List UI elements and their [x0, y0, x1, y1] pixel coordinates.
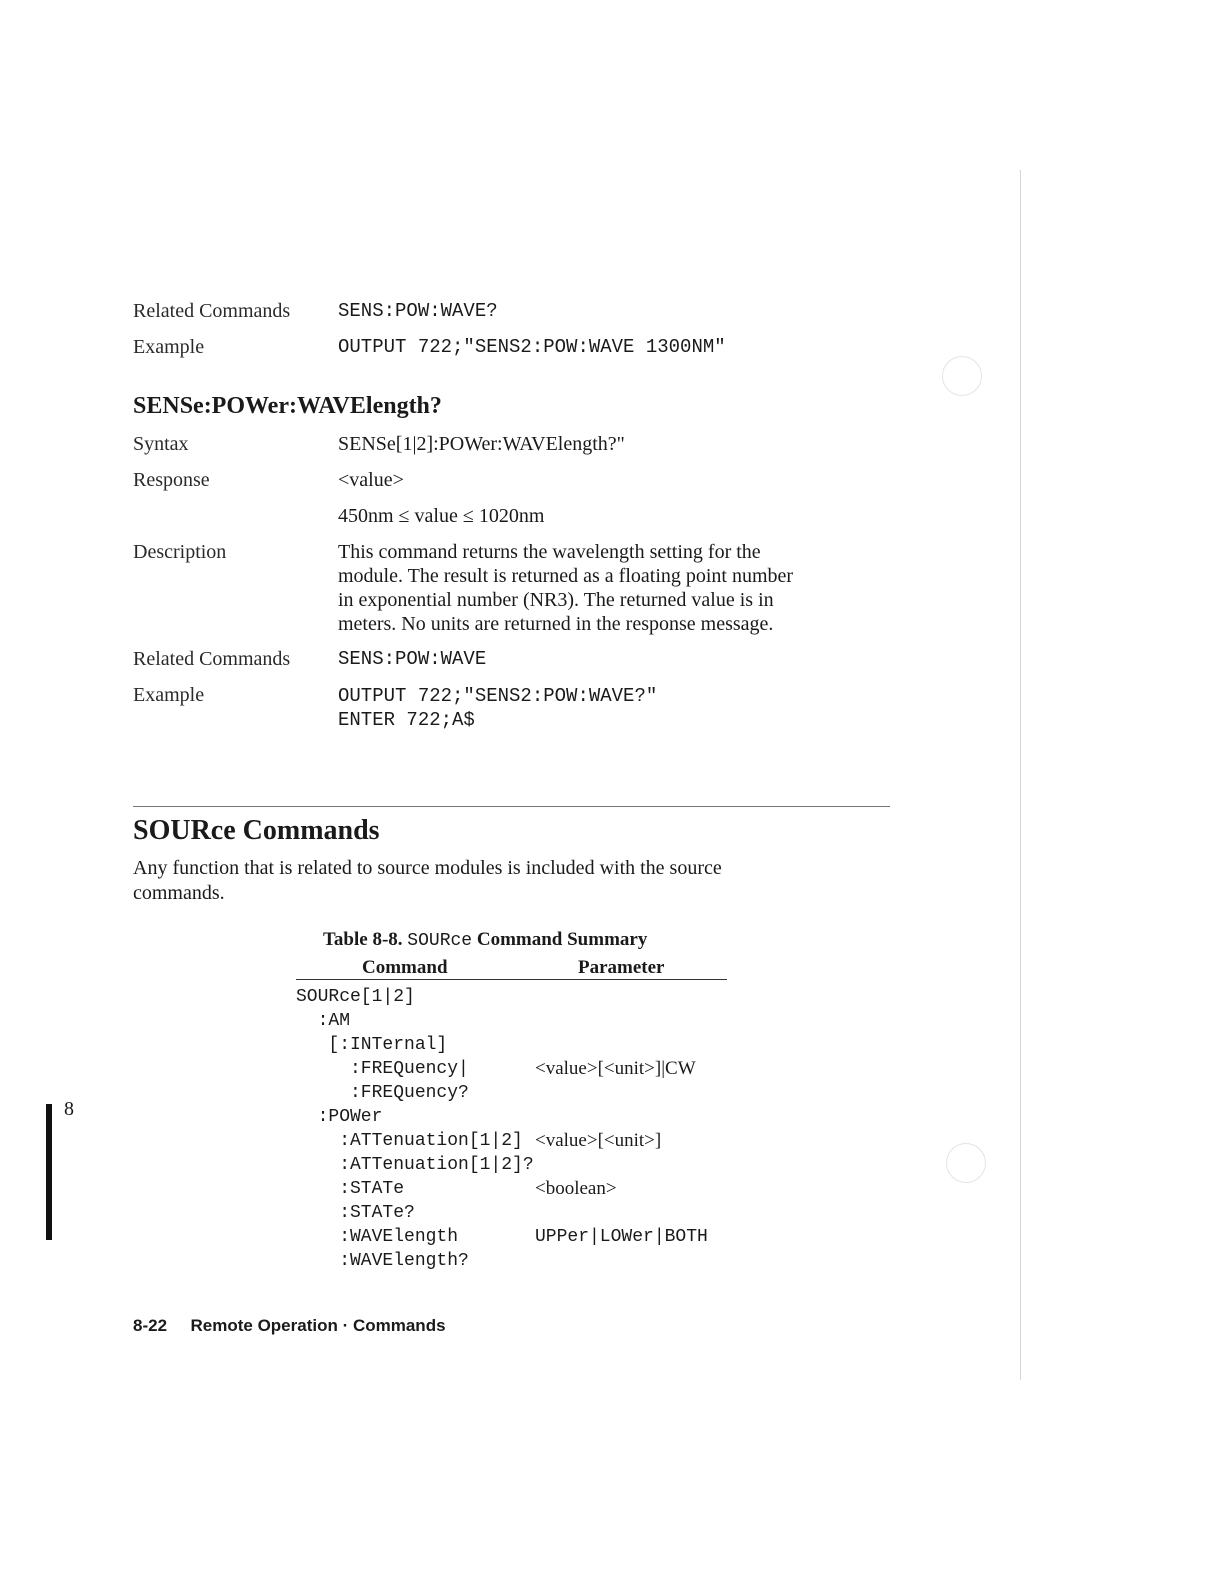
section-divider	[133, 806, 890, 807]
related-commands-value-2: SENS:POW:WAVE	[338, 648, 487, 670]
table-cell-command: :FREQuency|	[296, 1059, 469, 1079]
table-header-rule	[296, 979, 727, 980]
table-header-parameter: Parameter	[578, 957, 665, 978]
table-row	[296, 1225, 708, 1249]
binder-hole	[946, 1143, 986, 1183]
table-row	[296, 1129, 708, 1153]
table-row	[296, 1249, 708, 1273]
example-value-2	[338, 684, 657, 732]
description-line: meters. No units are returned in the response message.	[338, 613, 774, 635]
table-row	[296, 1081, 708, 1105]
table-body	[296, 985, 708, 1273]
table-cell-command: :ATTenuation[1|2]?	[296, 1155, 534, 1175]
table-cell-parameter: <boolean>	[535, 1178, 617, 1199]
page-edge-line	[1020, 170, 1021, 1380]
source-intro-paragraph	[133, 856, 853, 906]
table-row	[296, 1177, 708, 1201]
table-row	[296, 1153, 708, 1177]
example-label-1: Example	[133, 336, 205, 358]
table-cell-command: :AM	[296, 1011, 351, 1031]
binder-hole	[942, 356, 982, 396]
table-row	[296, 1057, 708, 1081]
table-title-suffix: Command Summary	[476, 929, 648, 950]
page-footer	[133, 1316, 446, 1336]
table-cell-command: :FREQuency?	[296, 1083, 469, 1103]
example-line: OUTPUT 722;"SENS2:POW:WAVE?"	[338, 685, 658, 707]
related-commands-label-1: Related Commands	[133, 300, 291, 322]
related-commands-value-1: SENS:POW:WAVE?	[338, 300, 498, 322]
table-cell-command: :STATe?	[296, 1203, 415, 1223]
related-commands-label-2: Related Commands	[133, 648, 291, 670]
footer-page-number: 8-22	[133, 1316, 168, 1335]
table-row	[296, 985, 708, 1009]
table-cell-command: :POWer	[296, 1107, 383, 1127]
table-cell-command: :WAVElength	[296, 1227, 459, 1247]
table-row	[296, 1009, 708, 1033]
table-row	[296, 1105, 708, 1129]
example-value-1: OUTPUT 722;"SENS2:POW:WAVE 1300NM"	[338, 336, 726, 358]
footer-title: Remote Operation · Commands	[190, 1316, 446, 1335]
table-cell-parameter: UPPer|LOWer|BOTH	[535, 1227, 708, 1247]
example-label-2: Example	[133, 684, 205, 706]
table-cell-parameter: <value>[<unit>]	[535, 1130, 662, 1151]
table-row	[296, 1201, 708, 1225]
table-cell-command: :STATe	[296, 1179, 405, 1199]
response-range: 450nm ≤ value ≤ 1020nm	[338, 505, 545, 527]
description-line: in exponential number (NR3). The returned value is in	[338, 589, 774, 611]
syntax-label: Syntax	[133, 433, 189, 455]
table-title-mono: SOURce	[407, 931, 473, 951]
chapter-tab-number: 8	[64, 1098, 74, 1120]
description-line: module. The result is returned as a floating point number	[338, 565, 794, 587]
table-title-prefix: Table 8-8.	[323, 929, 403, 950]
table-cell-command: :ATTenuation[1|2]	[296, 1131, 523, 1151]
example-line: ENTER 722;A$	[338, 709, 475, 731]
response-value: <value>	[338, 469, 404, 491]
description-line: This command returns the wavelength setting for the	[338, 541, 761, 563]
section-heading-sense-power-wavelength: SENSe:POWer:WAVElength?	[133, 393, 442, 419]
response-label: Response	[133, 469, 210, 491]
description-label: Description	[133, 541, 227, 563]
table-cell-parameter: <value>[<unit>]|CW	[535, 1058, 696, 1079]
table-cell-command: [:INTernal]	[296, 1035, 448, 1055]
intro-line: commands.	[133, 882, 225, 904]
table-cell-command: SOURce[1|2]	[296, 987, 415, 1007]
section-heading-source-commands: SOURce Commands	[133, 815, 380, 846]
syntax-value: SENSe[1|2]:POWer:WAVElength?"	[338, 433, 625, 455]
description-text	[338, 540, 883, 636]
intro-line: Any function that is related to source modules is included with the source	[133, 857, 722, 879]
table-title	[323, 929, 647, 951]
table-header-command: Command	[362, 957, 448, 978]
chapter-tab-bar	[46, 1104, 52, 1240]
table-row	[296, 1033, 708, 1057]
table-cell-command: :WAVElength?	[296, 1251, 469, 1271]
